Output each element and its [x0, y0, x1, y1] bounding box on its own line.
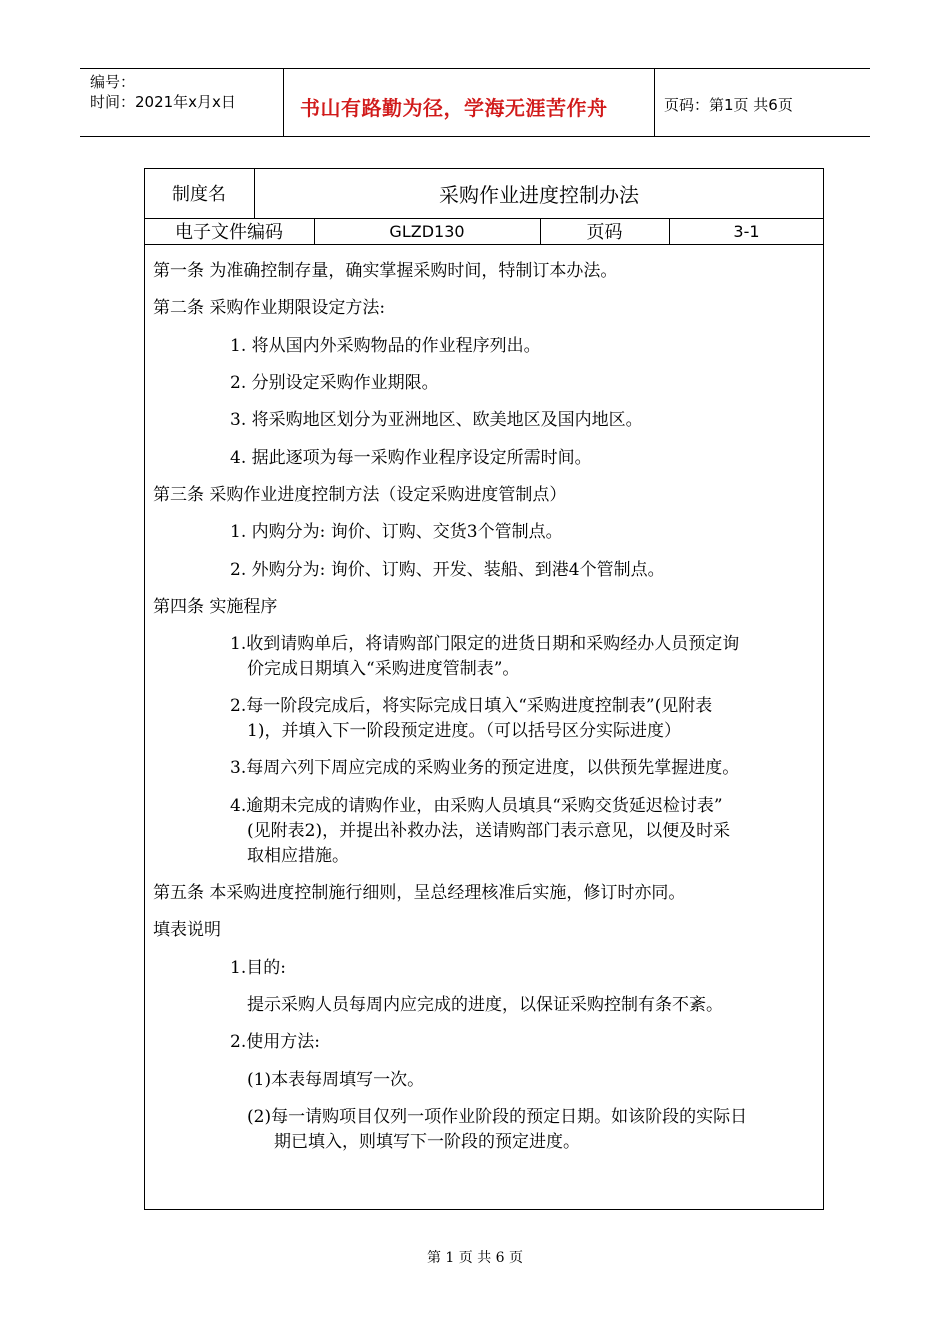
regulation-name-label: 制度名: [172, 184, 226, 205]
header-divider-right: [654, 69, 655, 136]
usage-item-2-line-1: (2)每一请购项目仅列一项作业阶段的预定日期。如该阶段的实际日: [247, 1107, 748, 1127]
article-2-item: 3. 将采购地区划分为亚洲地区、欧美地区及国内地区。: [230, 410, 643, 430]
purpose-label: 1.目的:: [230, 958, 286, 978]
usage-item-1: (1)本表每周填写一次。: [247, 1070, 425, 1090]
document-number-label: 编号：: [90, 73, 136, 91]
article-4-item-3: 3.每周六列下周应完成的采购业务的预定进度，以供预先掌握进度。: [230, 758, 740, 778]
fill-instructions-title: 填表说明: [153, 920, 221, 940]
header-motto: 书山有路勤为径，学海无涯苦作舟: [300, 96, 608, 120]
article-2-heading: 第二条 采购作业期限设定方法:: [153, 298, 386, 318]
document-time-label: 时间：2021年x月x日: [90, 93, 236, 111]
article-3-item: 1. 内购分为: 询价、订购、交货3个管制点。: [230, 522, 563, 542]
header-bottom-rule: [80, 136, 870, 137]
usage-label: 2.使用方法:: [230, 1032, 320, 1052]
header-top-rule: [80, 68, 870, 69]
form-rule-2: [144, 244, 824, 245]
article-4-item-2-line-1: 2.每一阶段完成后，将实际完成日填入“采购进度控制表”(见附表: [230, 696, 713, 716]
file-code-value: GLZD130: [389, 221, 465, 241]
article-3-item: 2. 外购分为: 询价、订购、开发、装船、到港4个管制点。: [230, 560, 665, 580]
article-3-heading: 第三条 采购作业进度控制方法（设定采购进度管制点）: [153, 485, 567, 505]
header-page-info: 页码：第1页 共6页: [664, 96, 793, 114]
regulation-title: 采购作业进度控制办法: [439, 182, 639, 207]
article-4-item-4-line-2: (见附表2)，并提出补救办法，送请购部门表示意见，以便及时采: [247, 821, 731, 841]
article-2-item: 2. 分别设定采购作业期限。: [230, 373, 439, 393]
article-2-item: 1. 将从国内外采购物品的作业程序列出。: [230, 336, 541, 356]
file-code-label: 电子文件编码: [175, 222, 283, 243]
article-4-heading: 第四条 实施程序: [153, 597, 278, 617]
page-footer: 第 1 页 共 6 页: [426, 1250, 524, 1266]
article-5: 第五条 本采购进度控制施行细则，呈总经理核准后实施，修订时亦同。: [153, 883, 686, 903]
page-label: 页码: [586, 222, 623, 243]
header-divider-left: [283, 69, 284, 136]
article-4-item-2-line-2: 1)，并填入下一阶段预定进度。（可以括号区分实际进度）: [247, 721, 681, 741]
article-4-item-4-line-1: 4.逾期未完成的请购作业，由采购人员填具“采购交货延迟检讨表”: [230, 796, 723, 816]
purpose-text: 提示采购人员每周内应完成的进度，以保证采购控制有条不紊。: [247, 995, 723, 1015]
article-4-item-1-line-1: 1.收到请购单后，将请购部门限定的进货日期和采购经办人员预定询: [230, 634, 740, 654]
article-1: 第一条 为准确控制存量，确实掌握采购时间，特制订本办法。: [153, 261, 618, 281]
article-4-item-1-line-2: 价完成日期填入“采购进度管制表”。: [247, 659, 520, 679]
article-4-item-4-line-3: 取相应措施。: [247, 846, 349, 866]
article-2-item: 4. 据此逐项为每一采购作业程序设定所需时间。: [230, 448, 592, 468]
usage-item-2-line-2: 期已填入，则填写下一阶段的预定进度。: [274, 1132, 580, 1152]
page-value: 3-1: [733, 221, 760, 241]
